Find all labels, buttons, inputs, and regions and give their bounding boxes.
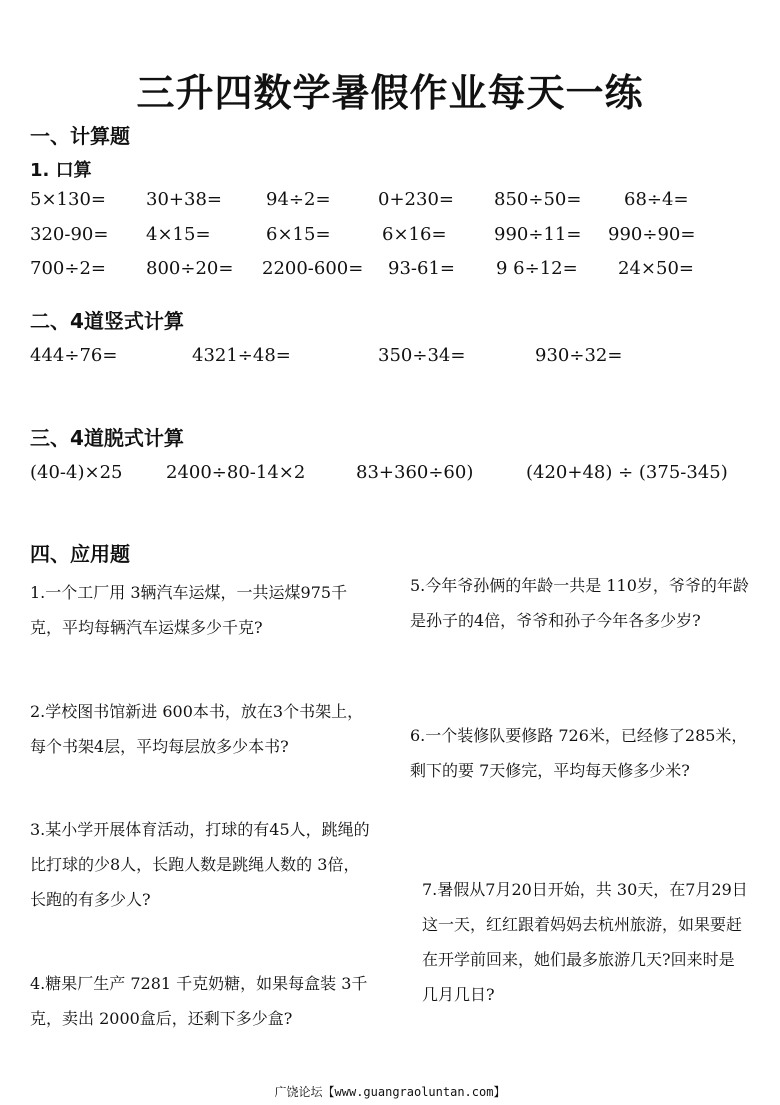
- word-problem-3: 3.某小学开展体育活动，打球的有45人，跳绳的比打球的少8人，长跑人数是跳绳人数的 3倍，长跑的有多少人?: [30, 820, 370, 909]
- mental-math-item: 700÷2=: [30, 258, 106, 279]
- word-problem-4: 4.糖果厂生产 7281 千克奶糖，如果每盒装 3千克，卖出 2000盒后，还剩下多少盒?: [30, 974, 368, 1028]
- mental-math-item: 9 6÷12=: [496, 258, 578, 279]
- section-heading-vertical-calculation: 二、4道竖式计算: [30, 309, 184, 333]
- section-heading-step-calculation: 三、4道脱式计算: [30, 426, 184, 450]
- word-problem-5: 5.今年爷孙俩的年龄一共是 110岁，爷爷的年龄是孙子的4倍，爷爷和孙子今年各多少岁?: [410, 576, 749, 630]
- mental-math-item: 68÷4=: [624, 189, 689, 210]
- word-problem-1: 1.一个工厂用 3辆汽车运煤，一共运煤975千克，平均每辆汽车运煤多少千克?: [30, 583, 348, 637]
- mental-math-item: 24×50=: [618, 258, 694, 279]
- mental-math-item: 0+230=: [378, 189, 454, 210]
- step-calc-item: 83+360÷60): [356, 462, 474, 483]
- mental-math-item: 800÷20=: [146, 258, 234, 279]
- mental-math-item: 990÷90=: [608, 224, 696, 245]
- subheading-mental-math: 1. 口算: [30, 160, 92, 181]
- step-calc-item: 2400÷80-14×2: [166, 462, 306, 483]
- vertical-calc-item: 350÷34=: [378, 345, 466, 366]
- word-problem-2: 2.学校图书馆新进 600本书，放在3个书架上，每个书架4层，平均每层放多少本书?: [30, 702, 364, 756]
- word-problem-7: 7.暑假从7月20日开始，共 30天，在7月29日这一天，红红跟着妈妈去杭州旅游，如果要赶在开学前回来，她们最多旅游几天?回来时是几月几日?: [422, 880, 748, 1004]
- section-heading-calculation: 一、计算题: [30, 124, 130, 148]
- vertical-calc-item: 4321÷48=: [192, 345, 291, 366]
- mental-math-item: 94÷2=: [266, 189, 331, 210]
- word-problem-6: 6.一个装修队要修路 726米，已经修了285米，剩下的要 7天修完，平均每天修多少米?: [410, 726, 748, 780]
- mental-math-item: 30+38=: [146, 189, 222, 210]
- mental-math-item: 6×16=: [382, 224, 447, 245]
- mental-math-item: 4×15=: [146, 224, 211, 245]
- mental-math-item: 93-61=: [388, 258, 455, 279]
- footer-watermark: 广饶论坛【www.guangraoluntan.com】: [274, 1085, 506, 1099]
- mental-math-item: 850÷50=: [494, 189, 582, 210]
- page-title: 三升四数学暑假作业每天一练: [136, 71, 644, 115]
- vertical-calc-item: 444÷76=: [30, 345, 118, 366]
- mental-math-item: 990÷11=: [494, 224, 582, 245]
- mental-math-item: 6×15=: [266, 224, 331, 245]
- vertical-calc-item: 930÷32=: [535, 345, 623, 366]
- mental-math-item: 5×130=: [30, 189, 106, 210]
- mental-math-item: 320-90=: [30, 224, 109, 245]
- mental-math-item: 2200-600=: [262, 258, 364, 279]
- section-heading-word-problems: 四、应用题: [30, 542, 130, 566]
- step-calc-item: (420+48) ÷ (375-345): [526, 462, 728, 483]
- step-calc-item: (40-4)×25: [30, 462, 123, 483]
